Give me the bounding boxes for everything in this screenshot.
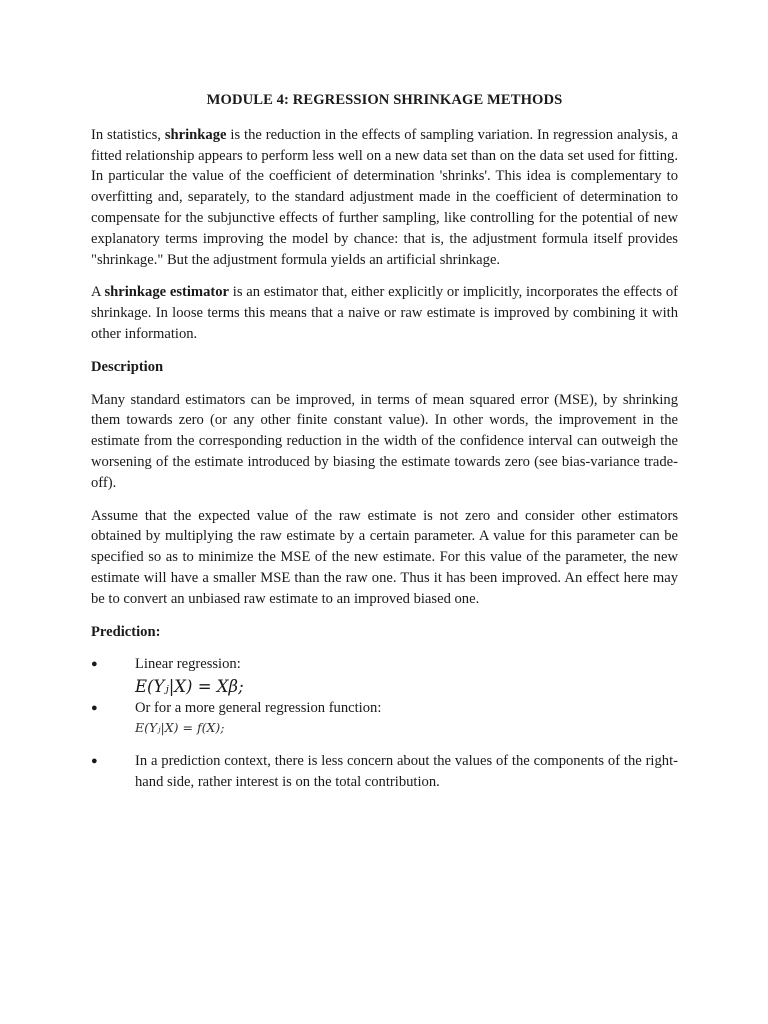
paragraph-shrinkage-intro [91, 125, 678, 271]
section-heading-description: Description [91, 358, 164, 375]
paragraph-expected-value: Assume that the expected value of the raw estimate is not zero and consider other estimators obtained by multiplying the raw estimate by a certain parameter. A value for this parameter can be specified so as to minimize the MSE of the new estimate. For this value of the parameter, the new estimate will have a smaller MSE than the raw one. Thus it has been improved. An effect here may be to convert an unbiased raw estimate to an improved biased one. [91, 507, 678, 607]
bullet-icon: ● [91, 754, 98, 767]
list-item-text: In a prediction context, there is less concern about the values of the components of the right-hand side, rather interest is on the total contribution. [135, 752, 678, 790]
list-item-text: Linear regression: [135, 656, 241, 673]
paragraph-text: is the reduction in the effects of sampling variation. In regression analysis, a fitted relationship appears to perform less well on a new data set than on the data set used for fitting. In particular the value of the coefficient of determination 'shrinks'. This idea is complementary to overfitting and, separately, to the standard adjustment made in the coefficient of determination to compensate for the subjunctive effects of further sampling, like controlling for the potential of new explanatory terms improving the model by chance: that is, the adjustment formula itself provides "shrinkage." But the adjustment formula yields an artificial shrinkage. [91, 126, 678, 268]
document-body [91, 90, 678, 793]
paragraph-text: is an estimator that, either explicitly or implicitly, incorporates the effects of shrinkage. In loose terms this means that a naive or raw estimate is improved by combining it with other information. [91, 284, 678, 342]
formula-general-regression: E(Yⱼ|X) = f(X); [135, 719, 225, 735]
paragraph-text: In statistics, [91, 126, 165, 143]
prediction-list [91, 654, 678, 792]
paragraph-shrinkage-estimator [91, 282, 678, 344]
list-item [91, 698, 678, 737]
section-heading-prediction: Prediction: [91, 623, 161, 640]
list-item-text: Or for a more general regression function: [135, 700, 382, 717]
term-shrinkage-estimator: shrinkage estimator [104, 284, 230, 301]
list-item [91, 751, 678, 793]
paragraph-text: A [91, 284, 105, 301]
formula-linear-regression: E(Yⱼ|X) = Xβ; [135, 677, 244, 697]
paragraph-description: Many standard estimators can be improved, in terms of mean squared error (MSE), by shrinking them towards zero (or any other finite constant value). In other words, the improvement in the estimate from the corresponding reduction in the width of the confidence interval can outweigh the worsening of the estimate introduced by biasing the estimate towards zero (see bias-variance trade-off). [91, 391, 678, 491]
bullet-icon: ● [91, 702, 98, 715]
page-title: MODULE 4: REGRESSION SHRINKAGE METHODS [206, 92, 563, 108]
bullet-icon: ● [91, 658, 98, 671]
list-item [91, 654, 678, 698]
term-shrinkage: shrinkage [164, 126, 227, 143]
